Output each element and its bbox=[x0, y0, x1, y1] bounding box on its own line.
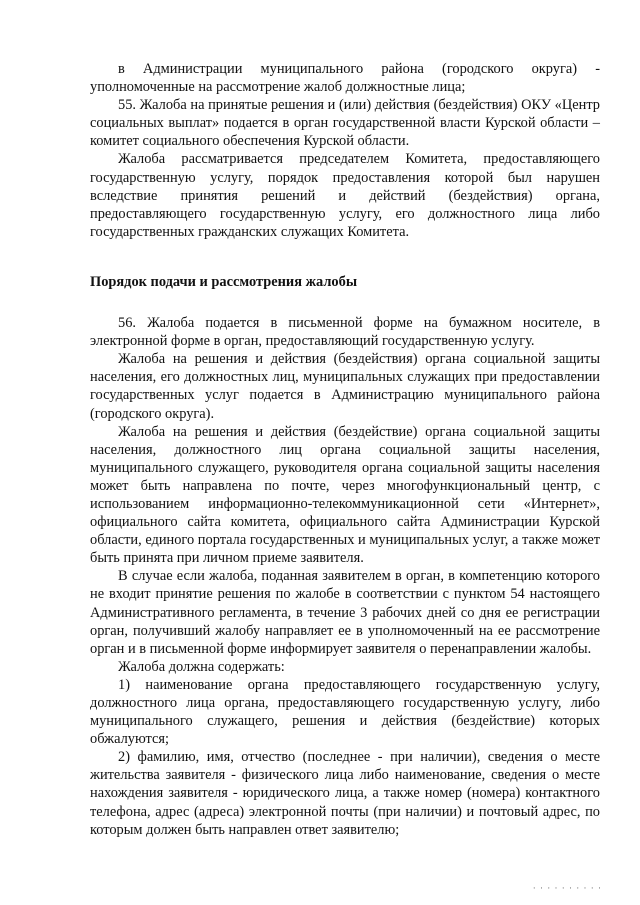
paragraph-submission-channels: Жалоба на решения и действия (бездействие) органа социальной защиты населения, должностного лиц органа социальной защиты населения, муниципального служащего, руководителя органа социальной защиты населения может быть направлена по почте, через многофункциональный центр, с использованием информационно-телекоммуникационной сети «Интернет», официального сайта комитета, официального сайта Администрации Курской области, единого портала государственных и муниципальных услуг, а также может быть принята при личном приеме заявителя. bbox=[90, 423, 600, 567]
paragraph-content-intro: Жалоба должна содержать: bbox=[118, 658, 285, 675]
paragraph-56: 56. Жалоба подается в письменной форме на бумажном носителе, в электронной форме в орган, предоставляющий государственную услугу. bbox=[90, 315, 600, 350]
paragraph-redirect: В случае если жалоба, поданная заявителем в орган, в компетенцию которого не входит принятие решения по жалобе в соответствии с пунктом 54 настоящего Административного регламента, в течение 3 рабочих дней со дня ее регистрации орган, получивший жалобу направляет ее в уполномоченный на ее рассмотрение орган и в письменной форме информирует заявителя о перенаправлении жалобы. bbox=[90, 568, 600, 657]
paragraph-55: 55. Жалоба на принятые решения и (или) действия (бездействия) ОКУ «Центр социальных выплат» подается в орган государственной власти Курской области – комитет социального обеспечения Курской области. bbox=[90, 97, 600, 150]
section-title: Порядок подачи и рассмотрения жалобы bbox=[90, 273, 358, 290]
document-body bbox=[90, 60, 600, 839]
paragraph-committee-review: Жалоба рассматривается председателем Комитета, предоставляющего государственную услугу, порядок предоставления которой был нарушен вследствие принятия решений и действий (бездействия) органа, предоставляющего государственную услугу, его должностного лица либо государственных гражданских служащих Комитета. bbox=[90, 151, 600, 240]
paragraph-municipal-complaint: Жалоба на решения и действия (бездействия) органа социальной защиты населения, его должностных лиц, муниципальных служащих при предоставлении государственных услуг подается в Администрацию муниципального района (городского округа). bbox=[90, 351, 600, 422]
list-item-1: 1) наименование органа предоставляющего государственную услугу, должностного лица органа, предоставляющего государственную услугу, либо муниципального служащего, решения и действия (бездействие) которых обжалуются; bbox=[90, 676, 600, 748]
paragraph-continuation: в Администрации муниципального района (городского округа) - уполномоченные на рассмотрение жалоб должностные лица; bbox=[90, 61, 600, 96]
scan-artifact: · · · · · · · · · · bbox=[532, 883, 602, 893]
list-item-2: 2) фамилию, имя, отчество (последнее - при наличии), сведения о месте жительства заявителя - физического лица либо наименование, сведения о месте нахождения заявителя - юридического лица, а также номер (номера) контактного телефона, адрес (адреса) электронной почты (при наличии) и почтовый адрес, по которым должен быть направлен ответ заявителю; bbox=[90, 749, 600, 838]
